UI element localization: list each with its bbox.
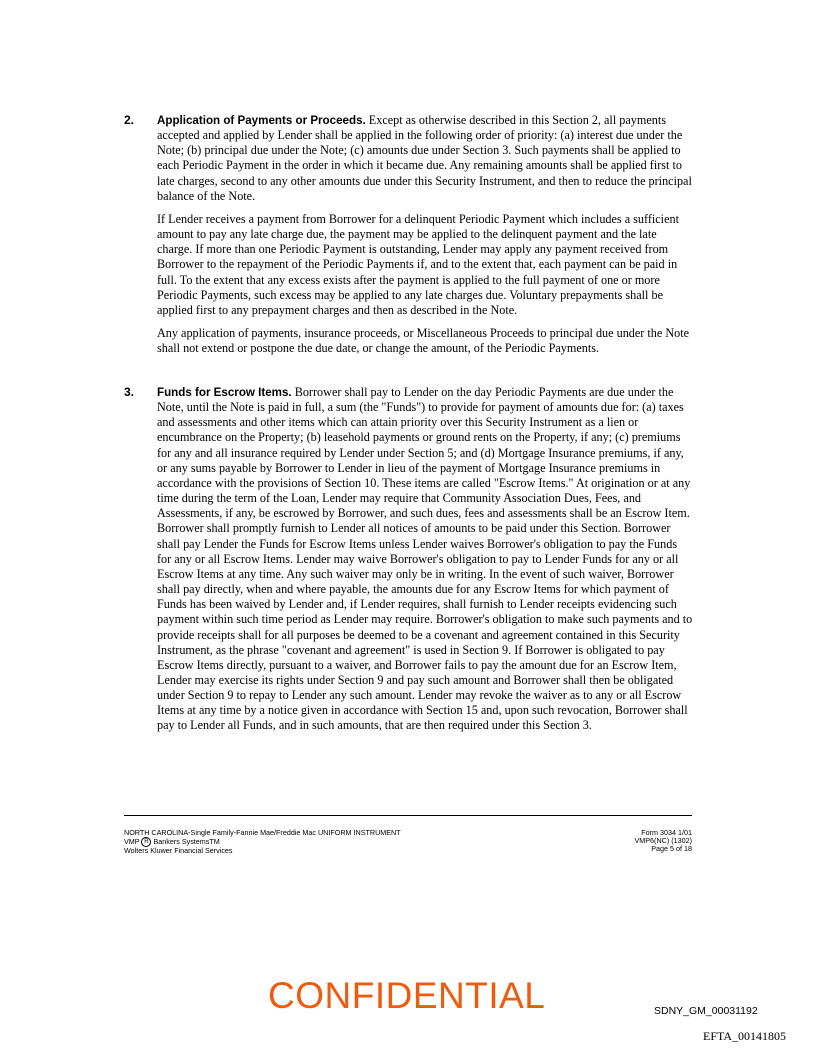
bates-number: SDNY_GM_00031192 [654,1005,758,1017]
confidential-stamp: CONFIDENTIAL [268,975,546,1016]
footer-page-number: Page 5 of 18 [651,844,692,854]
footer-right [560,829,692,854]
section-3-body [157,385,694,742]
section-2-number: 2. [124,113,135,127]
footer-vendor-line: VMP R Bankers SystemsTM [124,837,220,847]
section-2-heading: Application of Payments or Proceeds. [157,114,366,127]
section-3-number: 3. [124,385,135,399]
section-3-paragraph-1 [157,385,694,734]
section-2-paragraph-1 [157,113,694,204]
footer-form-number: Form 3034 1/01 [641,828,692,837]
footer-divider [124,815,692,816]
section-3-paragraph-1-text: Borrower shall pay to Lender on the day Periodic Payments are due under the Note, until the Note is paid in full, a sum (the "Funds") to provide for payment of amounts due for: (a) taxes and assessments and other items which can attain priority over this Security Instrument as a lien or encumbrance on the Property; (b) leasehold payments or ground rents on the Property, if any; (c) premiums for any and all insurance required by Lender under Section 5; and (d) Mortgage Insurance premiums, if any, or any sums payable by Borrower to Lender in lieu of the payment of Mortgage Insurance premiums in accordance with the provisions of Section 10. These items are called "Escrow Items." At origination or at any time during the term of the Loan, Lender may require that Community Association Dues, Fees, and Assessments, if any, be escrowed by Borrower, and such dues, fees and assessments shall be an Escrow Item. Borrower shall promptly furnish to Lender all notices of amounts to be paid under this Section. Borrower shall pay Lender the Funds for Escrow Items unless Lender waives Borrower's obligation to pay the Funds for any or all Escrow Items. Lender may waive Borrower's obligation to pay to Lender Funds for any or all Escrow Items at any time. Any such waiver may only be in writing. In the event of such waiver, Borrower shall pay directly, when and where payable, the amounts due for any Escrow Items for which payment of Funds has been waived by Lender and, if Lender requires, shall furnish to Lender receipts evidencing such payment within such time period as Lender may require. Borrower's obligation to make such payments and to provide receipts shall for all purposes be deemed to be a covenant and agreement contained in this Security Instrument, as the phrase "covenant and agreement" is used in Section 9. If Borrower is obligated to pay Escrow Items directly, pursuant to a waiver, and Borrower fails to pay the amount due for an Escrow Item, Lender may exercise its rights under Section 9 and pay such amount and Borrower shall then be obligated under Section 9 to repay to Lender any such amount. Lender may revoke the waiver as to any or all Escrow Items at any time by a notice given in accordance with Section 15 and, upon such revocation, Borrower shall pay to Lender all Funds, and in such amounts, that are then required under this Section 3. [157,385,693,733]
section-2-body [157,113,694,364]
section-2-paragraph-2: If Lender receives a payment from Borrower for a delinquent Periodic Payment which includes a sufficient amount to pay any late charge due, the payment may be applied to the delinquent payment and the late charge. If more than one Periodic Payment is outstanding, Lender may apply any payment received from Borrower to the repayment of the Periodic Payments if, and to the extent that, each payment can be paid in full. To the extent that any excess exists after the payment is applied to the full payment of one or more Periodic Payments, such excess may be applied to any late charges due. Voluntary prepayments shall be applied first to any prepayment charges and then as described in the Note. [157,211,679,317]
footer-form-code: VMP6(NC) (1302) [634,836,692,846]
footer-instrument-title: NORTH CAROLINA-Single Family-Fannie Mae/Freddie Mac UNIFORM INSTRUMENT [124,828,401,837]
registered-mark-icon: R [141,837,151,847]
efta-number: EFTA_00141805 [703,1029,787,1043]
footer-left [124,829,401,855]
footer-publisher: Wolters Kluwer Financial Services [124,846,233,856]
section-3-heading: Funds for Escrow Items. [157,386,292,399]
section-2-paragraph-1-text: Except as otherwise described in this Section 2, all payments accepted and applied by Lender shall be applied in the following order of priority: (a) interest due under the Note; (b) principal due under the Note; (c) amounts due under Section 3. Such payments shall be applied to each Periodic Payment in the order in which it became due. Any remaining amounts shall be applied first to late charges, second to any other amounts due under this Security Instrument, and then to reduce the principal balance of the Note. [157,113,692,203]
section-2-paragraph-3: Any application of payments, insurance proceeds, or Miscellaneous Proceeds to principal due under the Note shall not extend or postpone the due date, or change the amount, of the Periodic Payments. [157,326,690,356]
